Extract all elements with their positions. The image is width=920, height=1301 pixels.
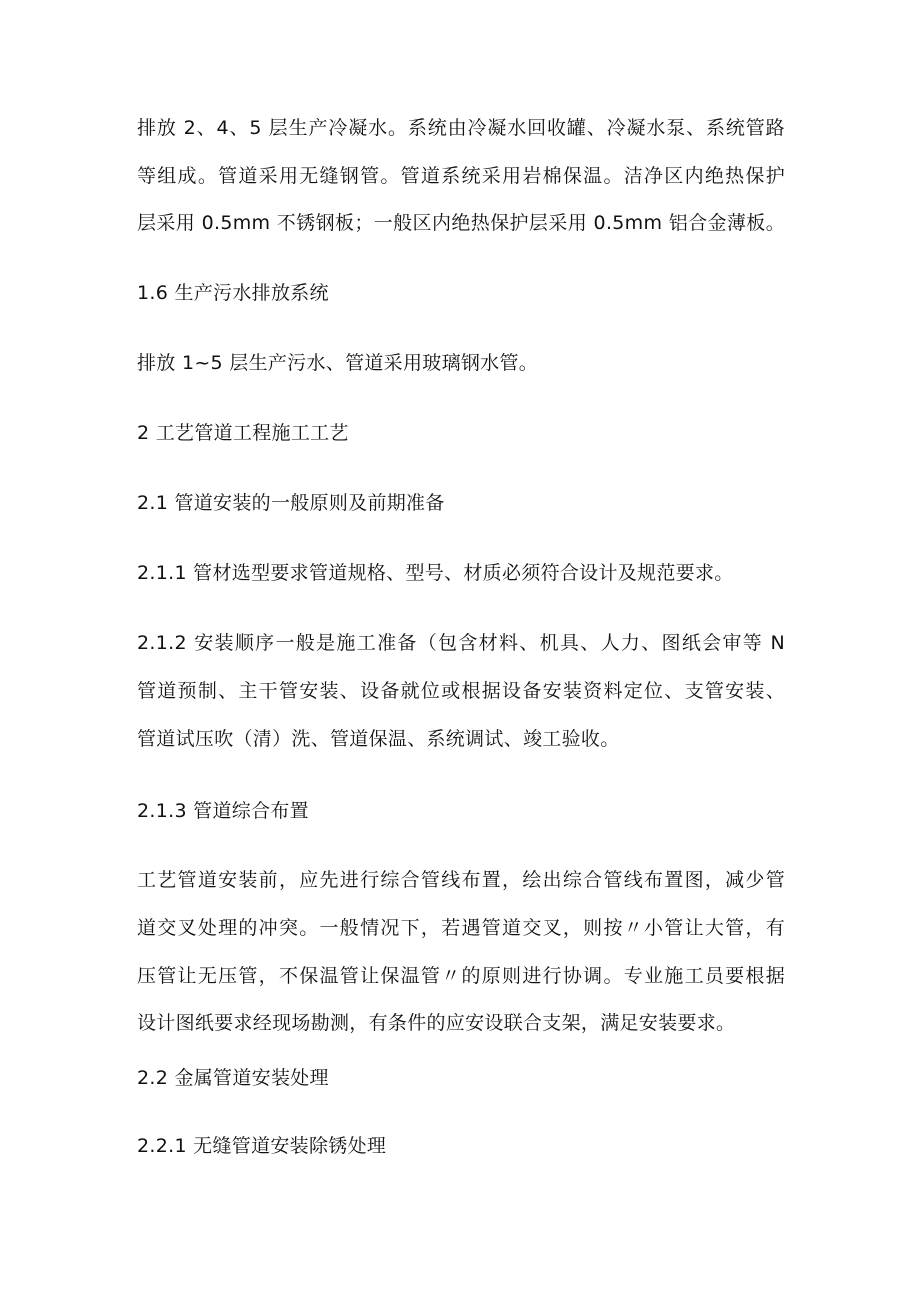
paragraph-line: 排放 2、4、5 层生产冷凝水。系统由冷凝水回收罐、冷凝水泵、系统管路 — [137, 117, 785, 139]
paragraph-line: 等组成。管道采用无缝钢管。管道系统采用岩棉保温。洁净区内绝热保护 — [137, 165, 785, 187]
section-heading: 2.1 管道安装的一般原则及前期准备 — [137, 492, 445, 514]
section-heading: 1.6 生产污水排放系统 — [137, 282, 329, 304]
section-heading: 2.2.1 无缝管道安装除锈处理 — [137, 1135, 387, 1157]
paragraph-line: 排放 1~5 层生产污水、管道采用玻璃钢水管。 — [137, 352, 539, 374]
paragraph-line: 工艺管道安装前，应先进行综合管线布置，绘出综合管线布置图，减少管 — [137, 869, 785, 891]
paragraph-line: 管道试压吹（清）洗、管道保温、系统调试、竣工验收。 — [137, 728, 620, 750]
paragraph-line: 道交叉处理的冲突。一般情况下，若遇管道交叉，则按〃小管让大管，有 — [137, 917, 785, 939]
section-heading: 2.2 金属管道安装处理 — [137, 1067, 329, 1089]
section-heading: 2 工艺管道工程施工工艺 — [137, 422, 349, 444]
paragraph-line: 压管让无压管，不保温管让保温管〃的原则进行协调。专业施工员要根据 — [137, 965, 785, 987]
paragraph-line: 设计图纸要求经现场勘测，有条件的应安设联合支架，满足安装要求。 — [137, 1012, 736, 1034]
paragraph-line: 2.1.2 安装顺序一般是施工准备（包含材料、机具、人力、图纸会审等 N — [137, 632, 785, 654]
paragraph-line: 管道预制、主干管安装、设备就位或根据设备安装资料定位、支管安装、 — [137, 680, 785, 702]
paragraph-line: 层采用 0.5mm 不锈钢板；一般区内绝热保护层采用 0.5mm 铝合金薄板。 — [137, 212, 785, 234]
section-heading: 2.1.1 管材选型要求管道规格、型号、材质必须符合设计及规范要求。 — [137, 562, 734, 584]
section-heading: 2.1.3 管道综合布置 — [137, 800, 309, 822]
